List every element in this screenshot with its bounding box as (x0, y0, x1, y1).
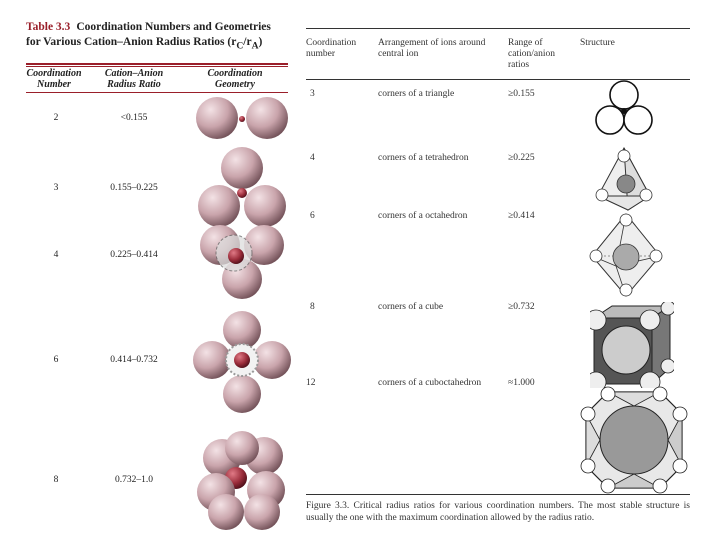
title-sub-c: C (236, 40, 244, 52)
row-ratio-8: 0.732–1.0 (115, 475, 153, 485)
table-top-rule-thin (26, 66, 288, 67)
left-table-panel (22, 18, 290, 538)
row-ratio-2: <0.155 (120, 113, 148, 123)
table-title (26, 20, 288, 53)
right-row-cn-8: 8 (310, 302, 315, 312)
title-tail: /r (243, 36, 252, 48)
right-row-range-12: ≈1.000 (508, 378, 535, 388)
row-ratio-6: 0.414–0.732 (110, 355, 158, 365)
row-ratio-3: 0.155–0.225 (110, 183, 158, 193)
header-radius-ratio: Cation–Anion Radius Ratio (104, 68, 164, 90)
table-top-rule (26, 63, 288, 65)
geometry-tetrahedral-icon (192, 223, 292, 301)
table-label: Table 3.3 (26, 21, 71, 33)
geometry-linear-icon (192, 88, 292, 144)
right-row-cn-12: 12 (306, 378, 316, 388)
right-row-range-8: ≥0.732 (508, 302, 535, 312)
geometry-cubic-icon (192, 426, 292, 532)
right-row-range-4: ≥0.225 (508, 153, 535, 163)
row-ratio-4: 0.225–0.414 (110, 250, 158, 260)
geometry-trigonal-icon (192, 146, 292, 232)
cuboctahedron-structure-icon (578, 384, 690, 496)
triangle-structure-icon (592, 78, 656, 140)
title-sub-a: A (251, 40, 259, 52)
right-header-coordination-number: Coordination number (306, 38, 357, 59)
right-row-arrangement-12: corners of a cuboctahedron (378, 378, 482, 388)
caption-top-rule (306, 494, 690, 495)
figure-caption: Figure 3.3. Critical radius ratios for various coordination numbers. The most stable structure is usually the one with the maximum coordination allowed by the radius ratio. (306, 501, 690, 523)
right-top-rule (306, 28, 690, 29)
row-cn-6: 6 (53, 355, 59, 365)
title-close: ) (258, 36, 263, 48)
row-cn-8: 8 (53, 475, 59, 485)
right-header-arrangement: Arrangement of ions around central ion (378, 38, 486, 59)
right-header-structure: Structure (580, 38, 615, 48)
right-table-panel (300, 18, 695, 538)
header-coordination-number: Coordination Number (26, 68, 82, 90)
right-row-range-6: ≥0.414 (508, 211, 535, 221)
right-header-range: Range of cation/anion ratios (508, 38, 555, 70)
right-row-arrangement-3: corners of a triangle (378, 89, 455, 99)
right-row-range-3: ≥0.155 (508, 89, 535, 99)
right-row-arrangement-8: corners of a cube (378, 302, 444, 312)
right-row-cn-6: 6 (310, 211, 315, 221)
row-cn-3: 3 (53, 183, 59, 193)
geometry-octahedral-icon (192, 308, 292, 418)
right-row-arrangement-6: corners of a octahedron (378, 211, 468, 221)
header-coordination-geometry: Coordination Geometry (207, 68, 263, 90)
right-row-cn-4: 4 (310, 153, 315, 163)
table-title-text: Coordination Numbers and Geometries for Various Cation–Anion Radius Ratios (r (26, 21, 271, 48)
row-cn-2: 2 (53, 113, 59, 123)
right-row-cn-3: 3 (310, 89, 315, 99)
tetrahedron-structure-icon (592, 144, 656, 216)
octahedron-structure-icon (586, 210, 666, 300)
right-row-arrangement-4: corners of a tetrahedron (378, 153, 469, 163)
cube-structure-icon (590, 302, 674, 388)
row-cn-4: 4 (53, 250, 59, 260)
